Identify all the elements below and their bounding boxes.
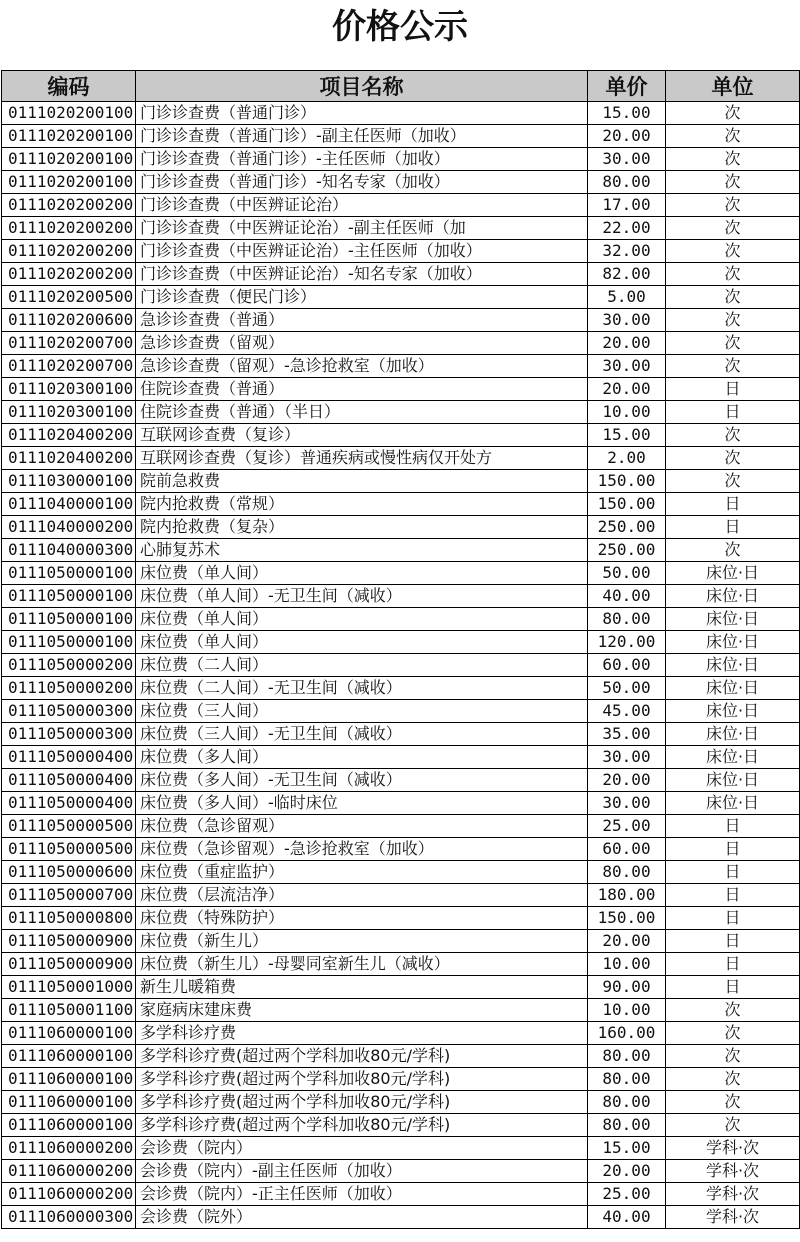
- cell-unit: 日: [666, 861, 800, 884]
- cell-code: 0111050000400: [2, 769, 136, 792]
- cell-name: 床位费（急诊留观）: [136, 815, 588, 838]
- cell-price: 82.00: [588, 263, 666, 286]
- cell-code: 0111050000800: [2, 907, 136, 930]
- cell-code: 0111050000600: [2, 861, 136, 884]
- cell-price: 80.00: [588, 861, 666, 884]
- table-row: [2, 1068, 800, 1091]
- cell-name: 门诊诊查费（便民门诊）: [136, 286, 588, 309]
- cell-unit: 次: [666, 217, 800, 240]
- cell-name: 床位费（新生儿）-母婴同室新生儿（减收）: [136, 953, 588, 976]
- cell-unit: 床位·日: [666, 585, 800, 608]
- cell-name: 门诊诊查费（普通门诊）-知名专家（加收）: [136, 171, 588, 194]
- table-row: [2, 194, 800, 217]
- cell-unit: 床位·日: [666, 608, 800, 631]
- cell-code: 0111020200700: [2, 332, 136, 355]
- cell-price: 15.00: [588, 102, 666, 125]
- cell-unit: 日: [666, 953, 800, 976]
- cell-unit: 床位·日: [666, 746, 800, 769]
- cell-code: 0111040000300: [2, 539, 136, 562]
- table-row: [2, 539, 800, 562]
- cell-unit: 次: [666, 1114, 800, 1137]
- cell-price: 80.00: [588, 171, 666, 194]
- table-row: [2, 838, 800, 861]
- table-row: [2, 700, 800, 723]
- table-row: [2, 102, 800, 125]
- cell-price: 80.00: [588, 608, 666, 631]
- cell-code: 0111020200100: [2, 125, 136, 148]
- cell-unit: 次: [666, 309, 800, 332]
- cell-unit: 次: [666, 1022, 800, 1045]
- cell-name: 床位费（特殊防护）: [136, 907, 588, 930]
- table-row: [2, 1114, 800, 1137]
- cell-unit: 次: [666, 1045, 800, 1068]
- cell-name: 住院诊查费（普通）: [136, 378, 588, 401]
- cell-code: 0111020200500: [2, 286, 136, 309]
- cell-name: 家庭病床建床费: [136, 999, 588, 1022]
- cell-unit: 床位·日: [666, 769, 800, 792]
- page-title: 价格公示: [332, 7, 468, 47]
- cell-unit: 床位·日: [666, 723, 800, 746]
- table-body: [2, 102, 800, 1229]
- cell-price: 30.00: [588, 792, 666, 815]
- cell-code: 0111050000100: [2, 631, 136, 654]
- cell-code: 0111060000100: [2, 1091, 136, 1114]
- cell-name: 急诊诊查费（留观）: [136, 332, 588, 355]
- cell-name: 院内抢救费（复杂）: [136, 516, 588, 539]
- table-row: [2, 723, 800, 746]
- cell-unit: 日: [666, 930, 800, 953]
- cell-name: 床位费（单人间）: [136, 608, 588, 631]
- cell-unit: 学科·次: [666, 1137, 800, 1160]
- cell-unit: 次: [666, 539, 800, 562]
- cell-unit: 日: [666, 516, 800, 539]
- cell-name: 心肺复苏术: [136, 539, 588, 562]
- cell-price: 45.00: [588, 700, 666, 723]
- table-row: [2, 1091, 800, 1114]
- cell-price: 22.00: [588, 217, 666, 240]
- cell-price: 35.00: [588, 723, 666, 746]
- cell-name: 门诊诊查费（中医辨证论治）: [136, 194, 588, 217]
- cell-unit: 床位·日: [666, 677, 800, 700]
- table-row: [2, 424, 800, 447]
- cell-code: 0111050000500: [2, 815, 136, 838]
- cell-unit: 次: [666, 171, 800, 194]
- cell-price: 5.00: [588, 286, 666, 309]
- cell-code: 0111050000700: [2, 884, 136, 907]
- cell-name: 门诊诊查费（中医辨证论治）-副主任医师（加: [136, 217, 588, 240]
- cell-unit: 日: [666, 907, 800, 930]
- header-unit: 单位: [666, 71, 800, 102]
- cell-price: 20.00: [588, 125, 666, 148]
- cell-name: 床位费（单人间）-无卫生间（减收）: [136, 585, 588, 608]
- cell-name: 互联网诊查费（复诊）: [136, 424, 588, 447]
- cell-code: 0111040000100: [2, 493, 136, 516]
- cell-code: 0111060000100: [2, 1045, 136, 1068]
- cell-unit: 次: [666, 263, 800, 286]
- header-price: 单价: [588, 71, 666, 102]
- table-row: [2, 355, 800, 378]
- cell-unit: 次: [666, 125, 800, 148]
- table-row: [2, 470, 800, 493]
- cell-name: 院前急救费: [136, 470, 588, 493]
- cell-name: 急诊诊查费（留观）-急诊抢救室（加收）: [136, 355, 588, 378]
- cell-code: 0111050001000: [2, 976, 136, 999]
- cell-code: 0111020200600: [2, 309, 136, 332]
- cell-code: 0111060000200: [2, 1183, 136, 1206]
- cell-unit: 床位·日: [666, 562, 800, 585]
- table-row: [2, 286, 800, 309]
- table-row: [2, 907, 800, 930]
- cell-code: 0111050000900: [2, 930, 136, 953]
- price-table: [1, 70, 800, 1229]
- cell-unit: 次: [666, 102, 800, 125]
- cell-code: 0111020200700: [2, 355, 136, 378]
- table-row: [2, 976, 800, 999]
- cell-price: 40.00: [588, 585, 666, 608]
- cell-price: 20.00: [588, 378, 666, 401]
- cell-unit: 次: [666, 424, 800, 447]
- cell-price: 50.00: [588, 677, 666, 700]
- table-row: [2, 1137, 800, 1160]
- cell-price: 250.00: [588, 516, 666, 539]
- cell-name: 床位费（重症监护）: [136, 861, 588, 884]
- cell-name: 门诊诊查费（中医辨证论治）-主任医师（加收）: [136, 240, 588, 263]
- cell-name: 会诊费（院外）: [136, 1206, 588, 1229]
- cell-unit: 次: [666, 999, 800, 1022]
- cell-unit: 床位·日: [666, 792, 800, 815]
- cell-unit: 次: [666, 1068, 800, 1091]
- cell-name: 多学科诊疗费: [136, 1022, 588, 1045]
- cell-unit: 次: [666, 470, 800, 493]
- cell-code: 0111050000900: [2, 953, 136, 976]
- cell-code: 0111060000100: [2, 1022, 136, 1045]
- cell-name: 新生儿暖箱费: [136, 976, 588, 999]
- cell-price: 10.00: [588, 999, 666, 1022]
- cell-unit: 学科·次: [666, 1183, 800, 1206]
- table-row: [2, 1183, 800, 1206]
- table-row: [2, 1206, 800, 1229]
- cell-price: 2.00: [588, 447, 666, 470]
- cell-name: 会诊费（院内）-副主任医师（加收）: [136, 1160, 588, 1183]
- table-row: [2, 677, 800, 700]
- cell-unit: 日: [666, 884, 800, 907]
- cell-price: 120.00: [588, 631, 666, 654]
- cell-price: 90.00: [588, 976, 666, 999]
- cell-unit: 次: [666, 1091, 800, 1114]
- table-row: [2, 171, 800, 194]
- cell-price: 60.00: [588, 654, 666, 677]
- cell-code: 0111050000300: [2, 723, 136, 746]
- table-row: [2, 631, 800, 654]
- cell-code: 0111060000200: [2, 1160, 136, 1183]
- cell-code: 0111060000100: [2, 1068, 136, 1091]
- cell-name: 多学科诊疗费(超过两个学科加收80元/学科): [136, 1068, 588, 1091]
- table-row: [2, 217, 800, 240]
- cell-code: 0111050000400: [2, 746, 136, 769]
- table-row: [2, 1160, 800, 1183]
- cell-code: 0111060000200: [2, 1137, 136, 1160]
- cell-unit: 床位·日: [666, 700, 800, 723]
- cell-name: 多学科诊疗费(超过两个学科加收80元/学科): [136, 1114, 588, 1137]
- table-row: [2, 953, 800, 976]
- cell-price: 60.00: [588, 838, 666, 861]
- cell-price: 80.00: [588, 1091, 666, 1114]
- table-row: [2, 562, 800, 585]
- cell-price: 30.00: [588, 309, 666, 332]
- cell-code: 0111020200100: [2, 148, 136, 171]
- table-row: [2, 125, 800, 148]
- cell-unit: 日: [666, 815, 800, 838]
- table-row: [2, 493, 800, 516]
- cell-price: 15.00: [588, 1137, 666, 1160]
- table-row: [2, 447, 800, 470]
- cell-code: 0111060000100: [2, 1114, 136, 1137]
- cell-code: 0111050000500: [2, 838, 136, 861]
- cell-name: 床位费（单人间）: [136, 631, 588, 654]
- table-row: [2, 148, 800, 171]
- cell-code: 0111020200200: [2, 240, 136, 263]
- cell-code: 0111050000100: [2, 562, 136, 585]
- cell-price: 150.00: [588, 907, 666, 930]
- cell-unit: 次: [666, 332, 800, 355]
- cell-name: 床位费（三人间）: [136, 700, 588, 723]
- cell-name: 多学科诊疗费(超过两个学科加收80元/学科): [136, 1091, 588, 1114]
- cell-code: 0111030000100: [2, 470, 136, 493]
- cell-price: 80.00: [588, 1045, 666, 1068]
- table-row: [2, 608, 800, 631]
- cell-unit: 次: [666, 355, 800, 378]
- cell-unit: 次: [666, 447, 800, 470]
- cell-unit: 次: [666, 240, 800, 263]
- table-row: [2, 999, 800, 1022]
- cell-unit: 次: [666, 286, 800, 309]
- cell-name: 院内抢救费（常规）: [136, 493, 588, 516]
- cell-name: 床位费（多人间）: [136, 746, 588, 769]
- cell-name: 住院诊查费（普通）（半日）: [136, 401, 588, 424]
- cell-name: 会诊费（院内）: [136, 1137, 588, 1160]
- cell-code: 0111020400200: [2, 424, 136, 447]
- table-row: [2, 1022, 800, 1045]
- cell-code: 0111020200200: [2, 217, 136, 240]
- cell-name: 床位费（层流洁净）: [136, 884, 588, 907]
- cell-unit: 日: [666, 401, 800, 424]
- cell-price: 10.00: [588, 953, 666, 976]
- cell-name: 急诊诊查费（普通）: [136, 309, 588, 332]
- cell-price: 150.00: [588, 470, 666, 493]
- cell-price: 30.00: [588, 148, 666, 171]
- cell-name: 互联网诊查费（复诊）普通疾病或慢性病仅开处方: [136, 447, 588, 470]
- table-row: [2, 654, 800, 677]
- cell-unit: 学科·次: [666, 1160, 800, 1183]
- table-row: [2, 930, 800, 953]
- cell-code: 0111020200100: [2, 171, 136, 194]
- cell-unit: 日: [666, 378, 800, 401]
- cell-unit: 床位·日: [666, 631, 800, 654]
- cell-unit: 床位·日: [666, 654, 800, 677]
- cell-price: 25.00: [588, 815, 666, 838]
- table-row: [2, 769, 800, 792]
- cell-code: 0111020200200: [2, 194, 136, 217]
- cell-code: 0111020300100: [2, 378, 136, 401]
- cell-price: 15.00: [588, 424, 666, 447]
- cell-price: 30.00: [588, 355, 666, 378]
- table-row: [2, 585, 800, 608]
- header-name: 项目名称: [136, 71, 588, 102]
- cell-price: 17.00: [588, 194, 666, 217]
- header-code: 编码: [2, 71, 136, 102]
- cell-unit: 学科·次: [666, 1206, 800, 1229]
- cell-name: 多学科诊疗费(超过两个学科加收80元/学科): [136, 1045, 588, 1068]
- cell-price: 25.00: [588, 1183, 666, 1206]
- table-row: [2, 378, 800, 401]
- cell-code: 0111050001100: [2, 999, 136, 1022]
- table-row: [2, 263, 800, 286]
- cell-name: 会诊费（院内）-正主任医师（加收）: [136, 1183, 588, 1206]
- cell-price: 32.00: [588, 240, 666, 263]
- table-row: [2, 861, 800, 884]
- cell-code: 0111020200200: [2, 263, 136, 286]
- table-row: [2, 240, 800, 263]
- cell-name: 门诊诊查费（中医辨证论治）-知名专家（加收）: [136, 263, 588, 286]
- cell-code: 0111050000300: [2, 700, 136, 723]
- cell-code: 0111050000100: [2, 608, 136, 631]
- cell-code: 0111020400200: [2, 447, 136, 470]
- cell-code: 0111050000200: [2, 654, 136, 677]
- cell-name: 床位费（二人间）-无卫生间（减收）: [136, 677, 588, 700]
- cell-name: 门诊诊查费（普通门诊）: [136, 102, 588, 125]
- cell-unit: 日: [666, 493, 800, 516]
- cell-name: 床位费（急诊留观）-急诊抢救室（加收）: [136, 838, 588, 861]
- cell-name: 门诊诊查费（普通门诊）-副主任医师（加收）: [136, 125, 588, 148]
- cell-code: 0111060000300: [2, 1206, 136, 1229]
- table-row: [2, 746, 800, 769]
- table-row: [2, 401, 800, 424]
- cell-name: 门诊诊查费（普通门诊）-主任医师（加收）: [136, 148, 588, 171]
- cell-name: 床位费（三人间）-无卫生间（减收）: [136, 723, 588, 746]
- cell-name: 床位费（二人间）: [136, 654, 588, 677]
- cell-price: 80.00: [588, 1068, 666, 1091]
- cell-code: 0111050000100: [2, 585, 136, 608]
- cell-price: 40.00: [588, 1206, 666, 1229]
- cell-price: 80.00: [588, 1114, 666, 1137]
- table-row: [2, 792, 800, 815]
- table-row: [2, 1045, 800, 1068]
- table-header-row: [2, 71, 800, 102]
- cell-price: 50.00: [588, 562, 666, 585]
- cell-price: 10.00: [588, 401, 666, 424]
- cell-price: 20.00: [588, 930, 666, 953]
- cell-price: 20.00: [588, 1160, 666, 1183]
- cell-code: 0111050000200: [2, 677, 136, 700]
- cell-price: 180.00: [588, 884, 666, 907]
- cell-code: 0111020300100: [2, 401, 136, 424]
- cell-name: 床位费（多人间）-临时床位: [136, 792, 588, 815]
- cell-name: 床位费（单人间）: [136, 562, 588, 585]
- table-row: [2, 332, 800, 355]
- cell-unit: 次: [666, 148, 800, 171]
- table-row: [2, 815, 800, 838]
- table-row: [2, 516, 800, 539]
- cell-code: 0111040000200: [2, 516, 136, 539]
- cell-unit: 次: [666, 194, 800, 217]
- cell-price: 20.00: [588, 769, 666, 792]
- table-row: [2, 884, 800, 907]
- cell-price: 20.00: [588, 332, 666, 355]
- cell-price: 30.00: [588, 746, 666, 769]
- cell-price: 250.00: [588, 539, 666, 562]
- cell-price: 160.00: [588, 1022, 666, 1045]
- cell-unit: 日: [666, 838, 800, 861]
- cell-code: 0111020200100: [2, 102, 136, 125]
- cell-code: 0111050000400: [2, 792, 136, 815]
- cell-price: 150.00: [588, 493, 666, 516]
- table-row: [2, 309, 800, 332]
- cell-unit: 日: [666, 976, 800, 999]
- cell-name: 床位费（多人间）-无卫生间（减收）: [136, 769, 588, 792]
- cell-name: 床位费（新生儿）: [136, 930, 588, 953]
